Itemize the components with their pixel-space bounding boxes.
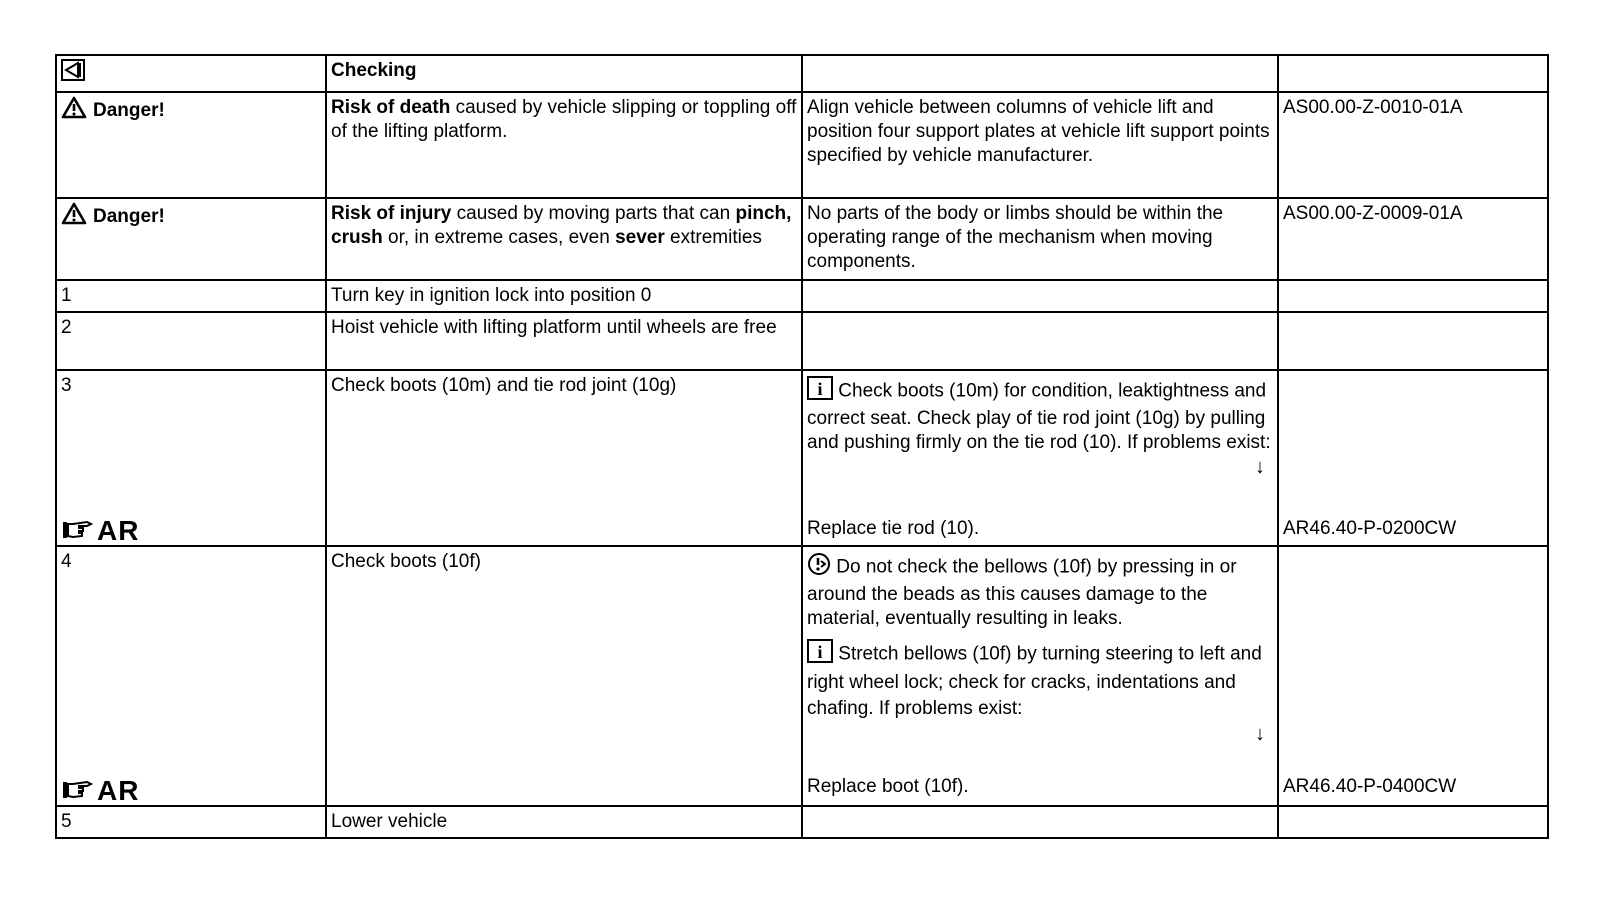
step-row: [56, 312, 1548, 370]
step-row: [56, 280, 1548, 312]
reference-link[interactable]: AS00.00-Z-0009-01A: [1278, 198, 1548, 280]
ar-reference-marker[interactable]: [61, 774, 140, 806]
reference-cell: [1278, 370, 1548, 546]
back-triangle-icon[interactable]: [61, 59, 85, 88]
step-notes-cell: [802, 370, 1278, 546]
hazard-text: caused by vehicle slipping or toppling off of the lifting platform.: [331, 97, 797, 142]
step-text: Check boots (10f): [326, 546, 802, 806]
step-row: [56, 806, 1548, 838]
ar-label: AR: [97, 514, 140, 546]
warning-triangle-icon: [61, 96, 87, 126]
empty-cell: [1278, 312, 1548, 370]
info-icon: [807, 376, 833, 407]
danger-row: [56, 92, 1548, 198]
step-number: 5: [56, 806, 326, 838]
caution-note: Do not check the bellows (10f) by pressing in or around the beads as this causes damage to the material, eventually resulting in leaks.: [807, 556, 1237, 629]
reference-link[interactable]: AR46.40-P-0400CW: [1283, 776, 1457, 797]
info-icon: [807, 639, 833, 670]
reference-link[interactable]: AR46.40-P-0200CW: [1283, 518, 1457, 539]
hazard-title: Risk of death: [331, 97, 451, 118]
step-text: Check boots (10m) and tie rod joint (10g): [326, 370, 802, 546]
empty-cell: [802, 280, 1278, 312]
action-cell: Align vehicle between columns of vehicle lift and position four support plates at vehicle lift support points specified by vehicle manufacturer.: [802, 92, 1278, 198]
info-note: Check boots (10m) for condition, leaktightness and correct seat. Check play of tie rod joint (10g) by pulling and pushing firmly on the tie rod (10). If problems exist:: [807, 380, 1271, 453]
svg-text:i: i: [817, 379, 823, 399]
reference-link[interactable]: AS00.00-Z-0010-01A: [1278, 92, 1548, 198]
header-empty-cell: [1278, 55, 1548, 92]
svg-text:i: i: [817, 642, 823, 662]
hazard-cell: [326, 198, 802, 280]
step-number: 2: [56, 312, 326, 370]
step-number-cell: [56, 370, 326, 546]
warning-triangle-icon: [61, 202, 87, 232]
empty-cell: [1278, 806, 1548, 838]
danger-label-cell: [56, 198, 326, 280]
procedure-table: [55, 54, 1549, 839]
step-number: 3: [61, 375, 72, 396]
hazard-emphasis: pinch, crush: [331, 203, 792, 248]
hazard-text: caused by moving parts that can: [451, 203, 736, 224]
empty-cell: [802, 312, 1278, 370]
arrow-down-icon: ↓: [1255, 723, 1265, 745]
step-number: 1: [56, 280, 326, 312]
fix-instruction: Replace boot (10f).: [807, 776, 969, 797]
arrow-down-icon: ↓: [1255, 456, 1265, 478]
step-text: Hoist vehicle with lifting platform until wheels are free: [326, 312, 802, 370]
step-text: Turn key in ignition lock into position 0: [326, 280, 802, 312]
action-cell: No parts of the body or limbs should be within the operating range of the mechanism when moving components.: [802, 198, 1278, 280]
ar-reference-marker[interactable]: [61, 514, 140, 546]
header-icon-cell: [56, 55, 326, 92]
pointing-hand-icon: [61, 518, 93, 543]
empty-cell: [802, 806, 1278, 838]
step-text: Lower vehicle: [326, 806, 802, 838]
info-note: Stretch bellows (10f) by turning steering to left and right wheel lock; check for cracks, indentations and chafing. If problems exist:: [807, 643, 1262, 719]
hazard-title: Risk of injury: [331, 203, 452, 224]
pointing-hand-icon: [61, 778, 93, 803]
danger-label: Danger!: [93, 206, 165, 227]
page-title: Checking: [326, 55, 802, 92]
header-row: [56, 55, 1548, 92]
step-number: 4: [61, 551, 72, 572]
fix-instruction: Replace tie rod (10).: [807, 518, 980, 539]
reference-cell: [1278, 546, 1548, 806]
hazard-cell: [326, 92, 802, 198]
empty-cell: [1278, 280, 1548, 312]
danger-row: [56, 198, 1548, 280]
danger-label: Danger!: [93, 100, 165, 121]
step-number-cell: [56, 546, 326, 806]
ar-label: AR: [97, 774, 140, 806]
header-empty-cell: [802, 55, 1278, 92]
step-row: [56, 546, 1548, 806]
danger-label-cell: [56, 92, 326, 198]
hazard-emphasis: sever: [615, 227, 665, 248]
hazard-text: or, in extreme cases, even: [382, 227, 616, 248]
step-row: [56, 370, 1548, 546]
hazard-text: extremities: [664, 227, 762, 248]
caution-icon: [807, 552, 831, 583]
step-notes-cell: [802, 546, 1278, 806]
